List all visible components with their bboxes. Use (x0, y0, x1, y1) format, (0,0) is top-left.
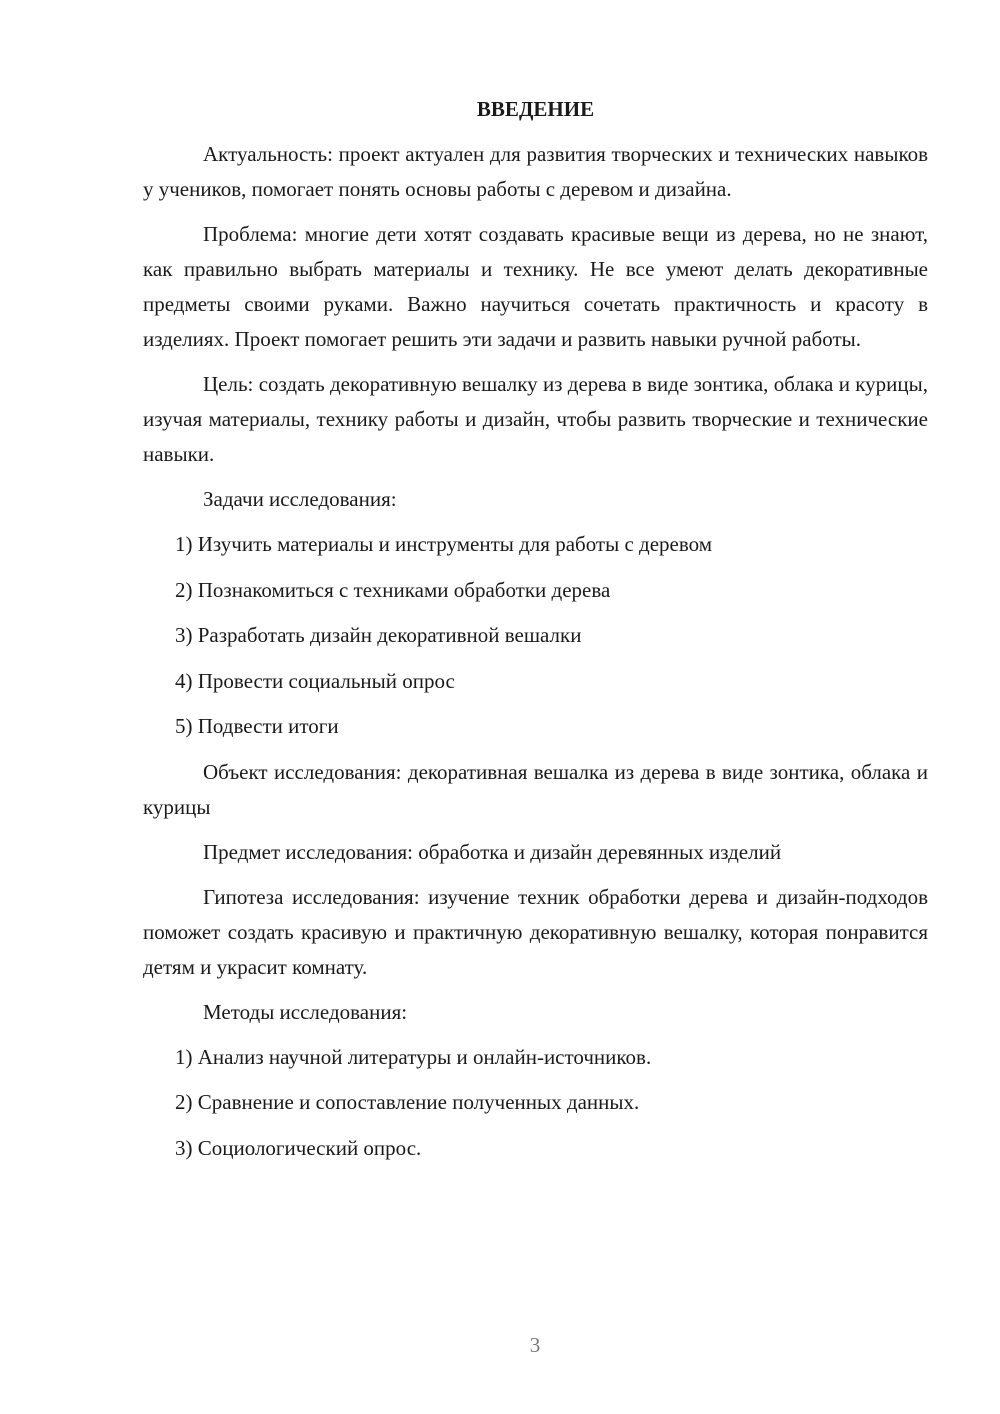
method-item: 3) Социологический опрос. (175, 1135, 422, 1160)
problem-paragraph: Проблема: многие дети хотят создавать красивые вещи из дерева, но не знают, как правильно выбрать материалы и технику. Не все умеют делать декоративные предметы своими руками. Важно научиться сочетать практичность и красоту в изделиях. Проект помогает решить эти задачи и развить навыки ручной работы. (143, 222, 928, 351)
goal-paragraph: Цель: создать декоративную вешалку из дерева в виде зонтика, облака и курицы, изучая материалы, технику работы и дизайн, чтобы развить творческие и технические навыки. (143, 372, 928, 466)
task-item: 5) Подвести итоги (175, 714, 339, 738)
task-item: 4) Провести социальный опрос (175, 668, 455, 693)
relevance-paragraph: Актуальность: проект актуален для развития творческих и технических навыков у учеников, помогает понять основы работы с деревом и дизайна. (143, 142, 928, 201)
tasks-list (143, 527, 928, 744)
task-item: 3) Разработать дизайн декоративной вешалки (175, 623, 582, 647)
method-item: 2) Сравнение и сопоставление полученных данных. (175, 1090, 640, 1114)
hypothesis-paragraph: Гипотеза исследования: изучение техник обработки дерева и дизайн-подходов поможет создать красивую и практичную декоративную вешалку, которая понравится детям и украсит комнату. (143, 884, 928, 979)
section-heading: ВВЕДЕНИЕ (476, 97, 595, 121)
method-item: 1) Анализ научной литературы и онлайн-источников. (175, 1044, 652, 1069)
methods-list (143, 1040, 928, 1166)
tasks-heading: Задачи исследования: (203, 487, 397, 511)
object-paragraph: Объект исследования: декоративная вешалка из дерева в виде зонтика, облака и курицы (143, 759, 928, 819)
task-item: 1) Изучить материалы и инструменты для работы с деревом (175, 532, 713, 556)
subject-paragraph: Предмет исследования: обработка и дизайн деревянных изделий (203, 839, 782, 864)
methods-heading: Методы исследования: (203, 999, 408, 1024)
page-number: 3 (529, 1333, 541, 1357)
document-page (143, 94, 928, 1176)
task-item: 2) Познакомиться с техниками обработки дерева (175, 577, 611, 602)
